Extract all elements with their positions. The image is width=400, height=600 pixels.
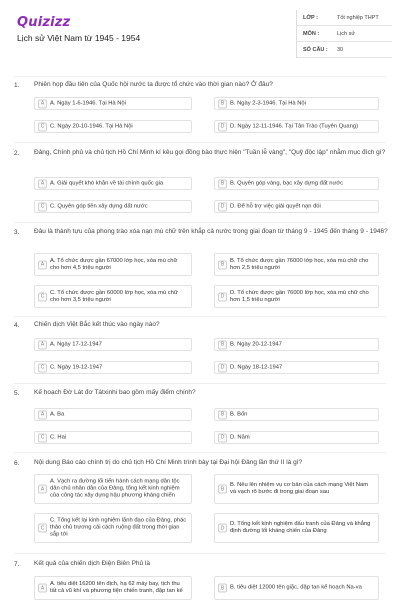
option-badge: A <box>38 485 47 494</box>
question-number: 3. <box>14 229 20 236</box>
option-badge: C <box>38 433 47 442</box>
option-badge: D <box>218 524 227 533</box>
option-a[interactable] <box>34 253 192 276</box>
option-badge: B <box>218 410 227 419</box>
option-a[interactable] <box>34 97 192 110</box>
quizizz-logo: Quizizz <box>17 15 71 30</box>
option-text: D. Tổng kết kinh nghiệm đấu tranh của Đảng và khẳng định đường lối kháng chiến của Đảng <box>230 521 371 534</box>
divider <box>14 452 386 453</box>
question-text: Phiên họp đầu tiên của Quốc hội nước ta được tổ chức vào thời gian nào? Ở đâu? <box>34 81 273 88</box>
question-number: 7. <box>14 561 20 568</box>
option-a[interactable] <box>34 474 192 504</box>
option-badge: B <box>218 584 227 593</box>
option-badge: B <box>218 485 227 494</box>
option-text: A. Ngày 1-6-1946. Tại Hà Nội <box>50 100 126 106</box>
option-badge: A <box>38 99 47 108</box>
question-text: Đâu là thành tựu của phong trào xóa nạn mù chữ trên khắp cả nước trong giai đoạn từ tháng 9 - 1945 đến tháng 9 - 1946? <box>34 228 388 235</box>
question-number: 1. <box>14 82 20 89</box>
option-badge: D <box>218 433 227 442</box>
option-badge: A <box>38 260 47 269</box>
option-badge: A <box>38 584 47 593</box>
option-text: C. Quyên góp tiền xây dựng đất nước <box>50 203 148 209</box>
question-number: 4. <box>14 322 20 329</box>
option-b[interactable] <box>214 177 379 190</box>
option-badge: C <box>38 202 47 211</box>
question-text: Chiến dịch Việt Bắc kết thúc vào ngày nào? <box>34 321 160 328</box>
option-text: C. Tổng kết lại kinh nghiệm lãnh đạo của Đảng, phác thảo chủ trương cải cách ruộng đất trong thời gian sắp tới <box>50 517 187 538</box>
option-badge: B <box>218 99 227 108</box>
divider <box>14 316 386 317</box>
option-badge: B <box>218 260 227 269</box>
option-b[interactable] <box>214 474 379 504</box>
meta-key: SỐ CÂU : <box>303 46 328 53</box>
option-badge: A <box>38 179 47 188</box>
meta-key: LỚP : <box>303 14 318 21</box>
option-b[interactable] <box>214 576 379 600</box>
option-badge: C <box>38 524 47 533</box>
option-text: D. Ngày 18-12-1947 <box>230 364 283 370</box>
meta-row-class <box>297 10 392 26</box>
question-text: Kết quả của chiến dịch Điện Biên Phủ là <box>34 560 150 567</box>
option-badge: C <box>38 292 47 301</box>
question-number: 2. <box>14 150 20 157</box>
option-c[interactable] <box>34 285 192 308</box>
page-header <box>0 0 400 62</box>
option-a[interactable] <box>34 408 192 421</box>
option-badge: B <box>218 340 227 349</box>
option-c[interactable] <box>34 200 192 213</box>
option-badge: D <box>218 292 227 301</box>
option-text: A. Tổ chức được gần 67000 lớp học, xóa mù chữ cho hơn 4,5 triệu người <box>50 257 178 271</box>
meta-value: Tốt nghiệp THPT <box>337 14 379 21</box>
page-title: Lịch sử Việt Nam từ 1945 - 1954 <box>17 33 141 43</box>
option-badge: B <box>218 179 227 188</box>
divider <box>14 553 386 554</box>
option-badge: D <box>218 122 227 131</box>
question-number: 5. <box>14 390 20 397</box>
option-badge: C <box>38 363 47 372</box>
option-b[interactable] <box>214 338 379 351</box>
option-d[interactable] <box>214 361 379 374</box>
question-text: Nội dung Báo cáo chính trị do chủ tịch Hồ Chí Minh trình bày tại Đại hội Đảng lần thứ II là gì? <box>34 459 303 466</box>
option-b[interactable] <box>214 97 379 110</box>
option-b[interactable] <box>214 408 379 421</box>
option-text: C. Ngày 20-10-1946. Tại Hà Nội <box>50 123 133 129</box>
meta-key: MÔN : <box>303 30 320 37</box>
divider <box>14 222 386 223</box>
option-text: D. Ngày 12-11-1946. Tại Tân Trào (Tuyên Quang) <box>230 123 359 129</box>
option-c[interactable] <box>34 120 192 133</box>
option-text: D. Năm <box>230 434 250 440</box>
option-badge: D <box>218 363 227 372</box>
divider <box>14 383 386 384</box>
divider <box>14 76 386 77</box>
option-c[interactable] <box>34 361 192 374</box>
option-badge: D <box>218 202 227 211</box>
option-text: D. Để hỗ trợ việc giải quyết nạn đói <box>230 203 321 209</box>
option-text: A. Ngày 17-12-1947 <box>50 341 102 347</box>
question-text: Kế hoạch Đờ Lát đơ Tátxinhi bao gồm mấy điểm chính? <box>34 389 196 396</box>
question-text: Đảng, Chính phủ và chủ tịch Hồ Chí Minh kí kêu gọi đồng bào thực hiện "Tuần lễ vàng", "Quỹ độc lập" nhằm mục đích gì? <box>34 149 386 156</box>
option-text: B. Bốn <box>230 411 248 417</box>
option-a[interactable] <box>34 576 192 600</box>
option-d[interactable] <box>214 431 379 444</box>
meta-value: Lịch sử <box>337 30 356 37</box>
divider <box>14 142 386 143</box>
option-text: B. Quyên góp vàng, bạc xây dựng đất nước <box>230 180 344 186</box>
option-text: A. tiêu diệt 16200 tên địch, hạ 62 máy bay, tịch thu tất cả vũ khí và phương tiện chiến tranh, đập tan kế <box>50 581 183 594</box>
option-a[interactable] <box>34 177 192 190</box>
meta-row-subject <box>297 26 392 42</box>
option-d[interactable] <box>214 120 379 133</box>
option-text: B. Ngày 2-3-1946. Tại Hà Nội <box>230 100 306 106</box>
option-text: B. Nêu lên nhiệm vụ cơ bản của cách mạng Việt Nam và vạch rõ bước đi trong giai đoạn sau <box>230 482 369 495</box>
meta-row-count <box>297 42 392 58</box>
option-text: C. Hai <box>50 434 67 440</box>
option-c[interactable] <box>34 513 192 543</box>
meta-table <box>296 10 392 58</box>
option-text: A. Vạch ra đường lối tiến hành cách mạng dân tộc dân chủ nhân dân của Đảng, tổng kết kinh nghiệm của công tác xây dựng hậu phương kháng chiến <box>50 478 180 499</box>
option-text: C. Ngày 19-12-1947 <box>50 364 103 370</box>
option-text: D. Tổ chức được gần 76000 lớp học, xóa mù chữ cho hơn 1,5 triệu người <box>230 289 369 303</box>
option-text: B. tiêu diệt 12000 tên giặc, đập tan kế hoạch Na-va <box>230 584 362 591</box>
option-d[interactable] <box>214 285 379 308</box>
option-text: A. Ba <box>50 411 65 417</box>
option-b[interactable] <box>214 253 379 276</box>
option-text: C. Tổ chức được gần 60000 lớp học, xóa mù chữ cho hơn 3,5 triệu người <box>50 289 178 303</box>
option-text: A. Giải quyết khó khăn về tài chính quốc gia <box>50 180 164 186</box>
question-number: 6. <box>14 460 20 467</box>
option-c[interactable] <box>34 431 192 444</box>
meta-value: 30 <box>337 46 344 53</box>
option-d[interactable] <box>214 513 379 543</box>
option-badge: A <box>38 340 47 349</box>
option-badge: C <box>38 122 47 131</box>
option-text: B. Tổ chức được gần 76000 lớp học, xóa mù chữ cho hơn 2,5 triệu người <box>230 257 369 271</box>
option-badge: A <box>38 410 47 419</box>
option-text: B. Ngày 20-12-1947 <box>230 341 282 347</box>
option-a[interactable] <box>34 338 192 351</box>
option-d[interactable] <box>214 200 379 213</box>
